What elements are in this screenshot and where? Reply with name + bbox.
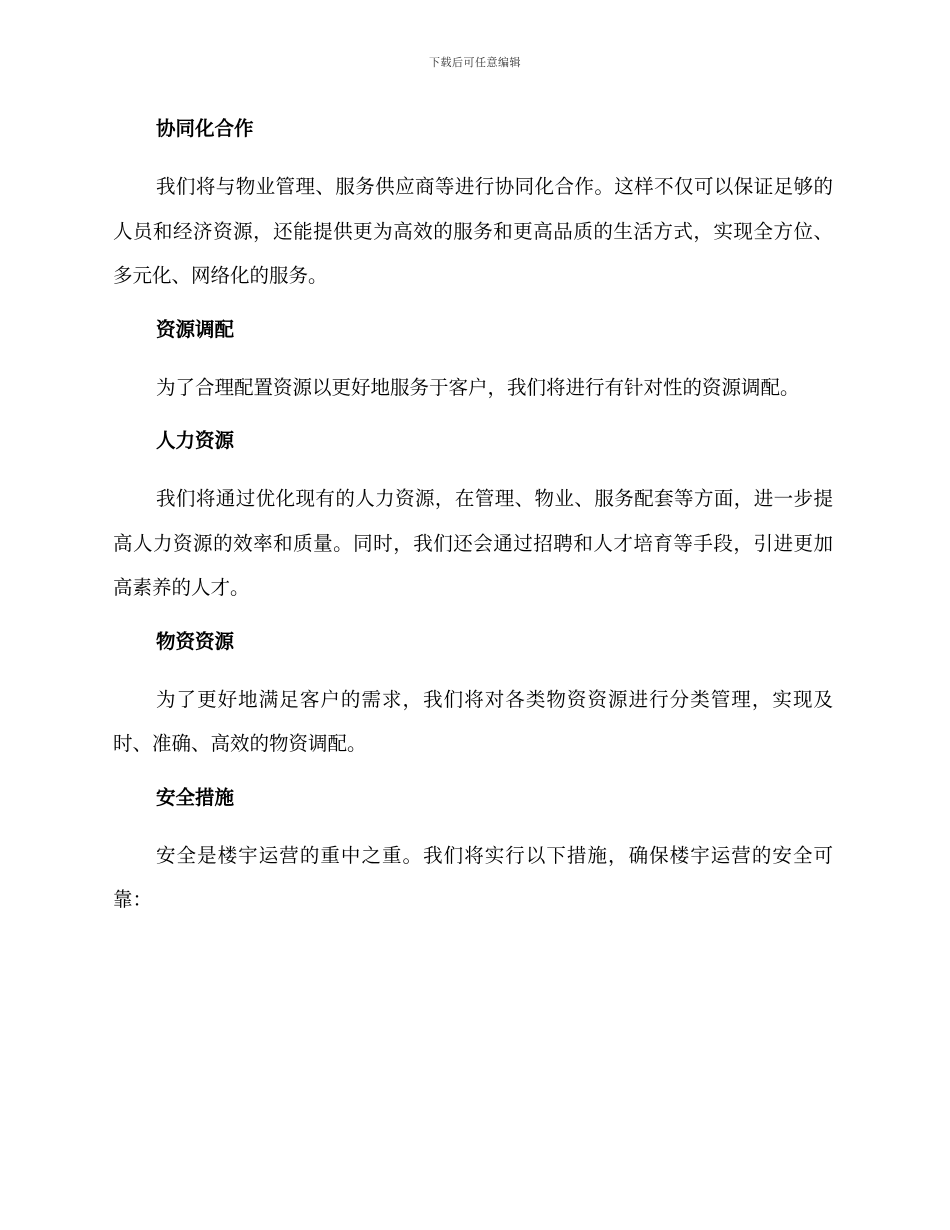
section-safety-measures — [113, 782, 833, 923]
section-collaboration — [113, 113, 833, 299]
section-heading: 协同化合作 — [156, 117, 254, 140]
section-paragraph: 为了合理配置资源以更好地服务于客户，我们将进行有针对性的资源调配。 — [156, 375, 800, 399]
section-heading: 安全措施 — [156, 785, 235, 809]
document-body — [113, 113, 833, 938]
section-heading: 资源调配 — [156, 317, 235, 341]
section-paragraph: 我们将与物业管理、服务供应商等进行协同化合作。这样不仅可以保证足够的人员和经济资源，还能提供更为高效的服务和更高品质的生活方式，实现全方位、多元化、网络化的服务。 — [113, 175, 833, 287]
page-header-note: 下载后可任意编辑 — [429, 56, 521, 69]
section-paragraph: 我们将通过优化现有的人力资源，在管理、物业、服务配套等方面，进一步提高人力资源的效率和质量。同时，我们还会通过招聘和人才培育等手段，引进更加高素养的人才。 — [113, 487, 833, 599]
section-heading: 物资资源 — [156, 629, 235, 653]
section-material-resources — [113, 626, 833, 767]
section-paragraph: 为了更好地满足客户的需求，我们将对各类物资资源进行分类管理，实现及时、准确、高效的物资调配。 — [113, 687, 833, 755]
section-resource-allocation — [113, 314, 833, 411]
section-heading: 人力资源 — [156, 429, 235, 452]
section-human-resources — [113, 425, 833, 611]
section-paragraph: 安全是楼宇运营的重中之重。我们将实行以下措施，确保楼宇运营的安全可靠： — [113, 843, 833, 911]
